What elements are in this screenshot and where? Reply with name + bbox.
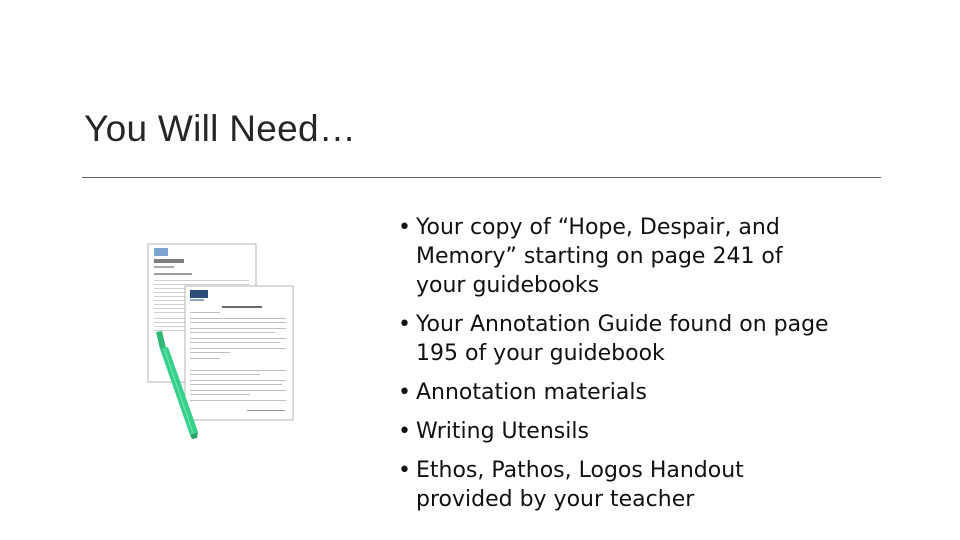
bullet-item xyxy=(394,417,894,446)
bullet-line: Memory” starting on page 241 of xyxy=(416,244,783,269)
bullet-line: your guidebooks xyxy=(416,273,600,298)
bullet-list xyxy=(394,213,894,524)
bullet-line: • Ethos, Pathos, Logos Handout xyxy=(416,458,744,483)
bullet-line: • Your Annotation Guide found on page xyxy=(416,312,829,337)
documents-highlighter-illustration xyxy=(142,240,302,440)
bullet-line: 195 of your guidebook xyxy=(416,341,665,366)
bullet-item xyxy=(394,213,894,300)
bullet-line: provided by your teacher xyxy=(416,487,695,512)
bullet-item xyxy=(394,378,894,407)
bullet-line: • Annotation materials xyxy=(416,380,647,405)
bullet-line: • Your copy of “Hope, Despair, and xyxy=(416,215,780,240)
bullet-line: • Writing Utensils xyxy=(416,419,589,444)
bullet-item xyxy=(394,456,894,514)
slide-title: You Will Need… xyxy=(84,108,357,149)
title-divider xyxy=(82,177,881,178)
front-document xyxy=(185,286,293,420)
bullet-item xyxy=(394,310,894,368)
